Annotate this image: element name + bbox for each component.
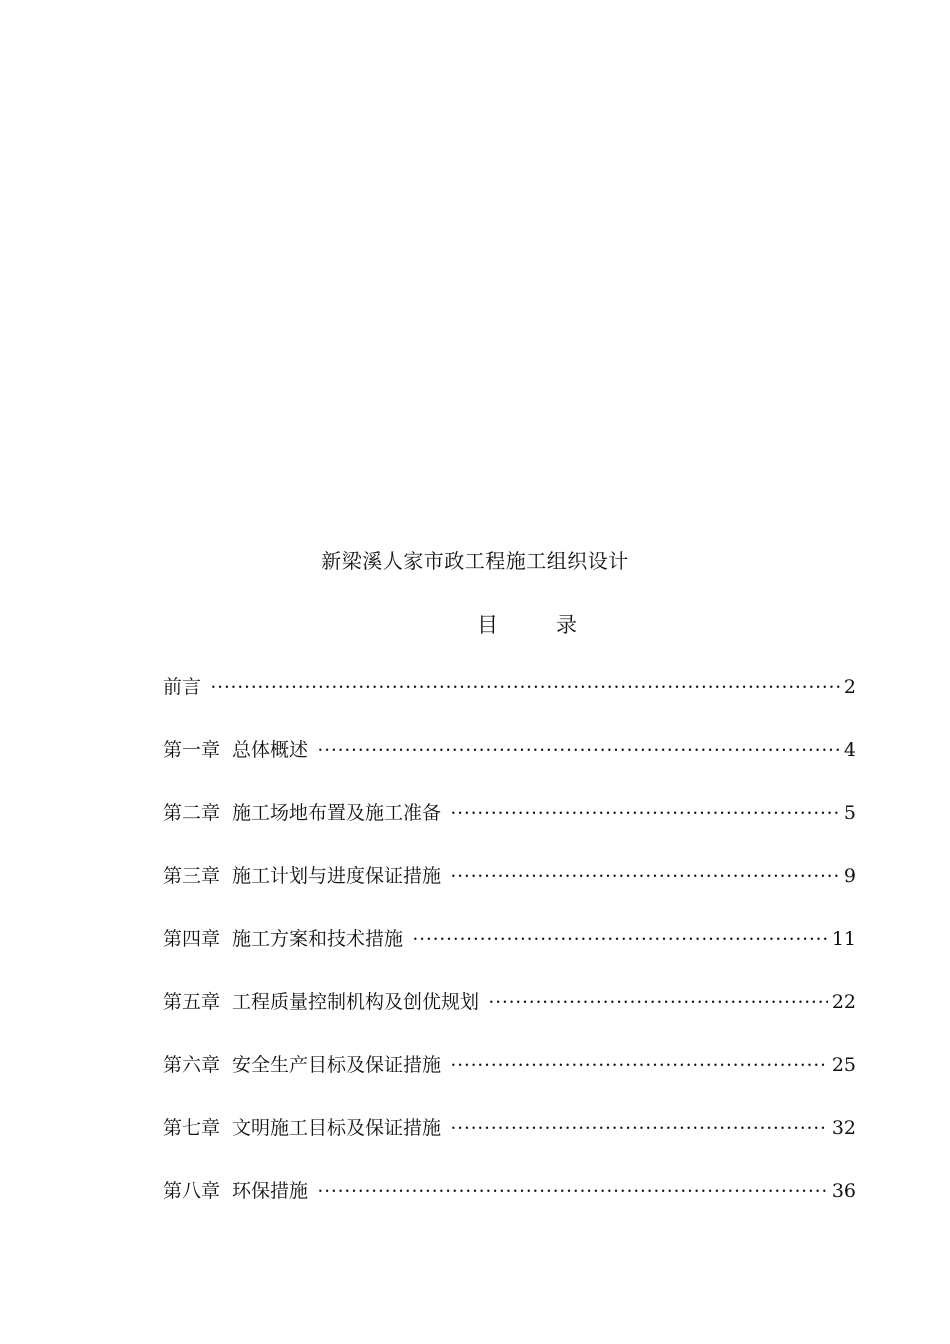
toc-entry-chapter-3[interactable]: [163, 861, 856, 924]
toc-dot-leader: [451, 861, 840, 892]
toc-page-number: 32: [831, 1117, 856, 1139]
toc-entry-chapter-8[interactable]: [163, 1176, 856, 1239]
toc-entry-title: 环保措施: [232, 1180, 309, 1202]
toc-chapter-number: 第五章: [163, 991, 221, 1013]
toc-chapter-number: 第七章: [163, 1117, 221, 1139]
toc-dot-leader: [451, 1050, 828, 1081]
toc-entry-chapter-7[interactable]: [163, 1113, 856, 1176]
toc-dot-leader: [489, 987, 828, 1018]
toc-entry-title: 施工方案和技术措施: [232, 928, 404, 950]
toc-dot-leader: [318, 1176, 828, 1207]
toc-entry-title: 工程质量控制机构及创优规划: [232, 991, 480, 1013]
toc-chapter-number: 第二章: [163, 802, 221, 824]
toc-chapter-number: 第六章: [163, 1054, 221, 1076]
toc-page-number: 9: [843, 865, 856, 887]
toc-entry-preface[interactable]: [163, 672, 856, 735]
toc-entry-chapter-1[interactable]: [163, 735, 856, 798]
toc-entry-title: 文明施工目标及保证措施: [232, 1117, 442, 1139]
toc-page-number: 11: [831, 928, 856, 950]
toc-page-number: 5: [843, 802, 856, 824]
toc-entry-chapter-4[interactable]: [163, 924, 856, 987]
toc-dot-leader: [451, 798, 840, 829]
toc-dot-leader: [211, 672, 840, 703]
toc-entry-title: 施工计划与进度保证措施: [232, 865, 442, 887]
toc-chapter-number: 第三章: [163, 865, 221, 887]
toc-chapter-number: 第四章: [163, 928, 221, 950]
toc-page-number: 22: [831, 991, 856, 1013]
toc-entry-title: 总体概述: [232, 739, 309, 761]
toc-page-number: 25: [831, 1054, 856, 1076]
toc-entry-chapter-6[interactable]: [163, 1050, 856, 1113]
toc-chapter-number: 第一章: [163, 739, 221, 761]
toc-heading-char-1: 目: [477, 613, 498, 637]
toc-dot-leader: [413, 924, 828, 955]
table-of-contents: [163, 672, 856, 1239]
toc-dot-leader: [451, 1113, 828, 1144]
toc-entry-chapter-5[interactable]: [163, 987, 856, 1050]
toc-entry-title: 施工场地布置及施工准备: [232, 802, 442, 824]
toc-heading: [477, 609, 577, 639]
toc-page-number: 4: [843, 739, 856, 761]
toc-entry-chapter-2[interactable]: [163, 798, 856, 861]
document-title: 新梁溪人家市政工程施工组织设计: [321, 549, 629, 573]
toc-page-number: 2: [843, 676, 856, 698]
toc-page-number: 36: [831, 1180, 856, 1202]
toc-entry-title: 安全生产目标及保证措施: [232, 1054, 442, 1076]
toc-entry-title: 前言: [163, 676, 202, 698]
toc-dot-leader: [318, 735, 840, 766]
toc-chapter-number: 第八章: [163, 1180, 221, 1202]
toc-heading-char-2: 录: [556, 613, 577, 637]
